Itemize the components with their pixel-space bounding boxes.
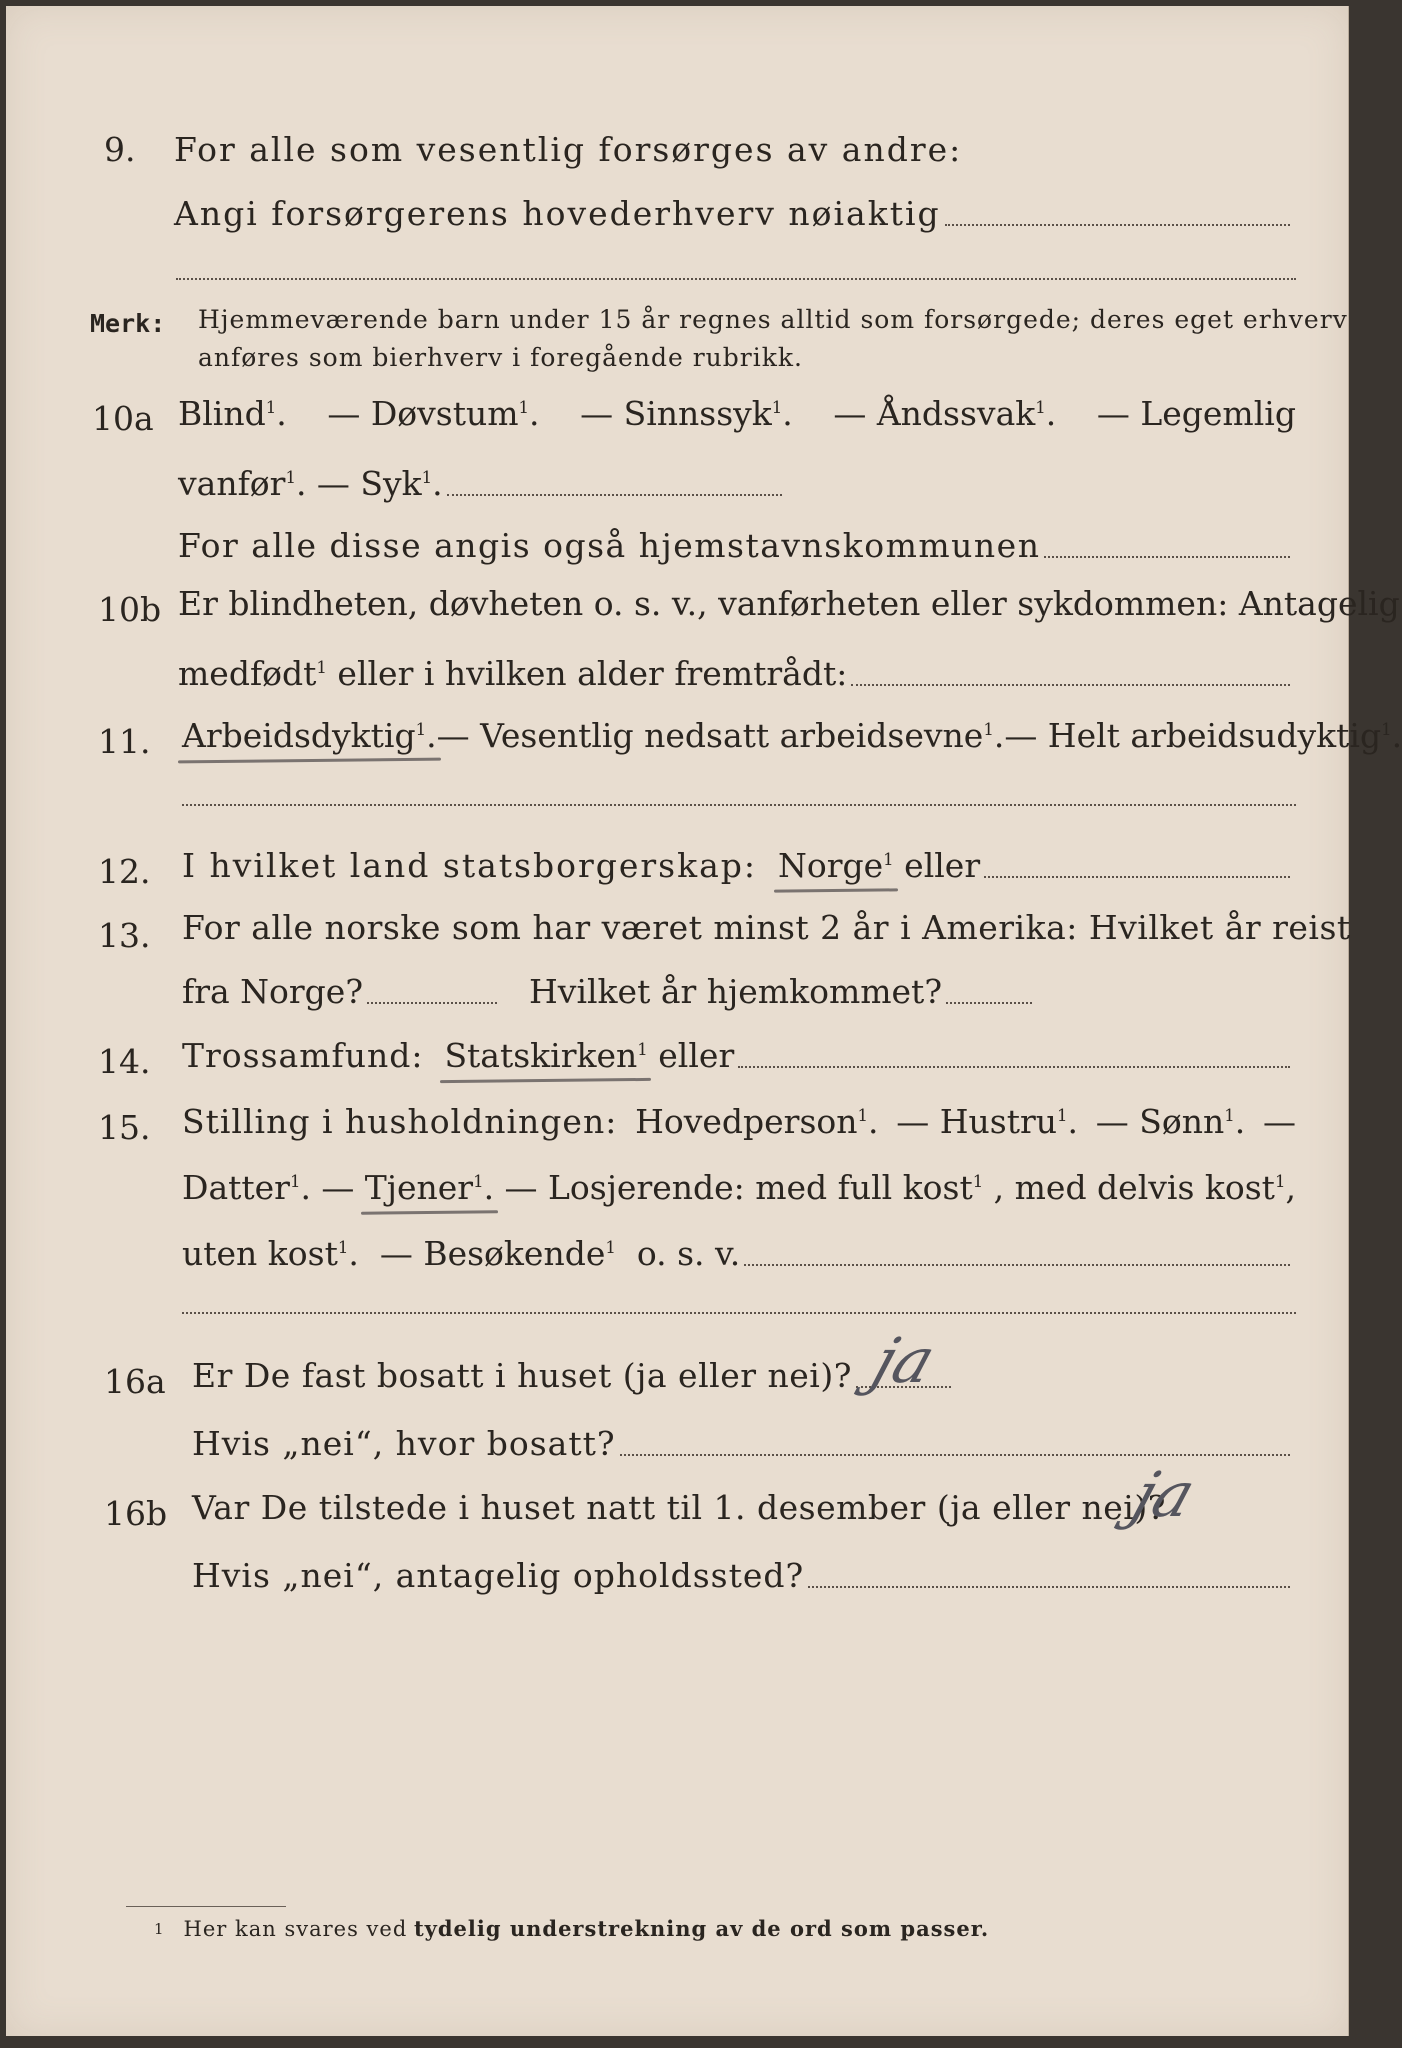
q10b-opt-medfodt[interactable]: medfødt$^1$	[178, 654, 327, 693]
q16a-line1: Er De fast bosatt i huset (ja eller nei)?	[192, 1356, 852, 1395]
q15-opt-losjerende[interactable]: — Losjerende:	[504, 1168, 745, 1207]
q14-number: 14.	[98, 1042, 151, 1081]
footnote-text: Her kan svares ved	[183, 1917, 408, 1941]
merk-line2: anføres som bierhverv i foregående rubrikk.	[198, 343, 803, 372]
q15-opt-delvis-kost[interactable]: , med delvis kost$^1$,	[993, 1168, 1296, 1207]
q16b-handwritten-answer: ja	[1124, 1458, 1205, 1531]
q15-opt-datter[interactable]: Datter$^1$.	[182, 1168, 311, 1207]
q15-osv: o. s. v.	[636, 1234, 741, 1273]
q11-opt-nedsatt[interactable]: — Vesentlig nedsatt arbeidsevne$^1$.	[436, 716, 1005, 755]
footnote-bold: tydelig understrekning av de ord som passer.	[413, 1916, 990, 1941]
footnote-rule	[126, 1906, 286, 1907]
q12-tail: eller	[904, 846, 981, 885]
q13-number: 13.	[98, 916, 151, 955]
q10a-opt-syk[interactable]: — Syk$^1$.	[316, 464, 443, 503]
q15-opt-sonn[interactable]: — Sønn$^1$.	[1095, 1102, 1246, 1141]
q10b-number: 10b	[98, 590, 162, 629]
q9-answer-line2[interactable]	[176, 278, 1296, 280]
q10a-syk-line[interactable]	[447, 494, 782, 496]
q15-answer-line2[interactable]	[182, 1312, 1296, 1314]
q13-reist-line[interactable]	[367, 1002, 497, 1004]
q12-text: I hvilket land statsborgerskap:	[182, 846, 758, 885]
q15-opt-uten-kost[interactable]: uten kost$^1$.	[182, 1234, 380, 1273]
q10a-kommune-line[interactable]	[1044, 556, 1290, 558]
q10a-number: 10a	[92, 399, 154, 438]
q10a-opt-dovstum[interactable]: — Døvstum$^1$.	[327, 394, 540, 433]
q13-hjem-line[interactable]	[946, 1002, 1032, 1004]
census-form-page	[6, 6, 1402, 2036]
q16b-number: 16b	[104, 1494, 168, 1533]
merk-label: Merk:	[90, 309, 166, 338]
q12-answer-line[interactable]	[984, 876, 1290, 878]
q10a-opt-blind[interactable]: Blind$^1$.	[178, 394, 287, 433]
q9-answer-line[interactable]	[945, 224, 1290, 226]
q12-opt-norge[interactable]: Norge$^1$	[778, 846, 894, 885]
q15-number: 15.	[98, 1108, 151, 1147]
q16b-line2: Hvis „nei“, antagelig opholdssted?	[192, 1556, 805, 1595]
q10b-line1: Er blindheten, døvheten o. s. v., vanførheten eller sykdommen: Antagelig	[178, 584, 1400, 623]
q10a-opt-legemlig[interactable]: — Legemlig	[1096, 394, 1296, 433]
q16b-opholdssted-line[interactable]	[808, 1586, 1290, 1588]
q10a-opt-vanfor[interactable]: vanfør$^1$.	[178, 464, 317, 503]
q9-line1: For alle som vesentlig forsørges av andre:	[174, 130, 963, 169]
q10b-line2: eller i hvilken alder fremtrådt:	[337, 654, 848, 693]
q15-opt-besokende[interactable]: — Besøkende$^1$	[379, 1234, 616, 1273]
q15-dash2: —	[321, 1168, 355, 1207]
q15-label: Stilling i husholdningen:	[182, 1102, 618, 1141]
q10a-line3: For alle disse angis også hjemstavnskommunen	[178, 526, 1041, 565]
q15-opt-hustru[interactable]: — Hustru$^1$.	[896, 1102, 1079, 1141]
q16a-bosatt-line[interactable]	[620, 1454, 1290, 1456]
q9-line2: Angi forsørgerens hovederhverv nøiaktig	[174, 194, 941, 233]
merk-line1: Hjemmeværende barn under 15 år regnes alltid som forsørgede; deres eget erhverv	[198, 305, 1348, 334]
q10a-opt-andssvak[interactable]: — Åndssvak$^1$.	[833, 394, 1057, 433]
q14-opt-statskirken[interactable]: Statskirken$^1$	[444, 1036, 648, 1075]
q12-number: 12.	[98, 852, 151, 891]
q11-answer-line[interactable]	[182, 804, 1296, 806]
q15-opt-hovedperson[interactable]: Hovedperson$^1$.	[635, 1102, 879, 1141]
q11-opt-udyktig[interactable]: — Helt arbeidsudyktig$^1$.	[1004, 716, 1402, 755]
q13-reist-label: fra Norge?	[182, 972, 364, 1011]
q13-hjem-label: Hvilket år hjemkommet?	[529, 972, 943, 1011]
footnote-mark: 1	[154, 1920, 164, 1938]
q15-opt-tjener[interactable]: Tjener$^1$.	[364, 1168, 495, 1207]
q14-text: Trossamfund:	[182, 1036, 424, 1075]
q10b-answer-line[interactable]	[851, 684, 1290, 686]
q13-line1: For alle norske som har været minst 2 år i Amerika: Hvilket år reist	[182, 908, 1351, 947]
q9-number: 9.	[104, 130, 136, 169]
q15-answer-line[interactable]	[744, 1264, 1290, 1266]
q11-number: 11.	[98, 722, 151, 761]
q14-answer-line[interactable]	[738, 1066, 1290, 1068]
q16a-line2: Hvis „nei“, hvor bosatt?	[192, 1424, 616, 1463]
q16a-handwritten-answer: ja	[864, 1324, 945, 1397]
q16b-line1: Var De tilstede i huset natt til 1. desember (ja eller nei)?	[192, 1488, 1166, 1527]
q10a-opt-sinnssyk[interactable]: — Sinnssyk$^1$.	[580, 394, 793, 433]
q11-opt-arbeidsdyktig[interactable]: Arbeidsdyktig$^1$.	[182, 716, 437, 755]
q14-tail: eller	[658, 1036, 735, 1075]
q15-dash: —	[1263, 1102, 1296, 1141]
q16a-number: 16a	[104, 1362, 166, 1401]
q15-opt-full-kost[interactable]: med full kost$^1$	[755, 1168, 984, 1207]
